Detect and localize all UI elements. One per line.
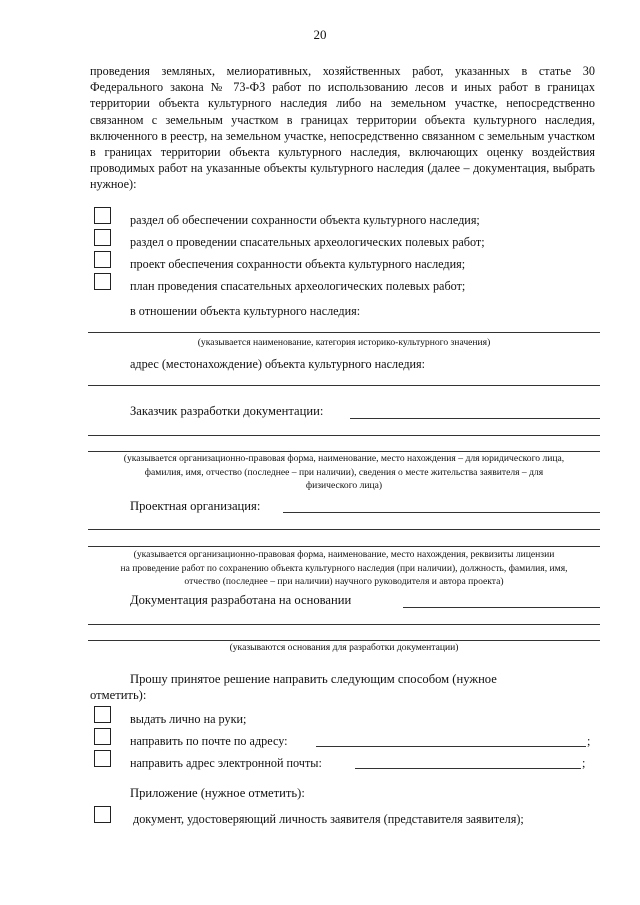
option-in-person: выдать лично на руки; xyxy=(130,712,247,726)
designer-note-line-1: (указывается организационно-правовая форма, наименование, место нахождения, реквизиты лицензии xyxy=(133,549,555,560)
address-input-line[interactable] xyxy=(88,385,600,386)
attachment-label: Приложение (нужное отметить): xyxy=(130,786,305,800)
customer-note-line-3: физического лица) xyxy=(305,480,383,491)
designer-note xyxy=(88,548,600,589)
checkbox-by-mail[interactable] xyxy=(94,728,111,745)
customer-input-line-2[interactable] xyxy=(88,435,600,436)
attachment-identity-document: документ, удостоверяющий личность заявителя (представителя заявителя); xyxy=(133,812,524,826)
checkbox-identity-document[interactable] xyxy=(94,806,111,823)
option-rescue-works-plan: план проведения спасательных археологических полевых работ; xyxy=(130,279,466,293)
option-safety-section: раздел об обеспечении сохранности объекта культурного наследия; xyxy=(130,213,480,227)
designer-note-line-3: отчество (последнее – при наличии) научного руководителя и автора проекта) xyxy=(184,576,504,587)
mail-end-mark: ; xyxy=(587,734,591,748)
checkbox-rescue-works-plan[interactable] xyxy=(94,273,111,290)
designer-note-line-2: на проведение работ по сохранению объекта культурного наследия (при наличии), должность, фамилия, имя, xyxy=(120,562,568,574)
mail-address-input-line[interactable] xyxy=(316,746,586,747)
option-by-email: направить адрес электронной почты: xyxy=(130,756,322,770)
checkbox-rescue-works-section[interactable] xyxy=(94,229,111,246)
object-label: в отношении объекта культурного наследия: xyxy=(130,304,361,318)
object-input-line[interactable] xyxy=(88,332,600,333)
basis-input-line-2[interactable] xyxy=(88,624,600,625)
page-number: 20 xyxy=(313,27,327,42)
customer-note-line-2: фамилия, имя, отчество (последнее – при наличии), сведения о месте жительства заявителя – для xyxy=(144,466,544,478)
option-rescue-works-section: раздел о проведении спасательных археологических полевых работ; xyxy=(130,235,485,249)
designer-input-line-1[interactable] xyxy=(283,512,600,513)
basis-label: Документация разработана на основании xyxy=(130,593,352,607)
checkbox-in-person[interactable] xyxy=(94,706,111,723)
customer-label: Заказчик разработки документации: xyxy=(130,404,324,418)
checkbox-safety-section[interactable] xyxy=(94,207,111,224)
basis-note: (указываются основания для разработки документации) xyxy=(229,642,459,653)
request-line-1: Прошу принятое решение направить следующим способом (нужное xyxy=(130,672,497,686)
customer-note xyxy=(88,452,600,493)
checkbox-safety-project[interactable] xyxy=(94,251,111,268)
address-label: адрес (местонахождение) объекта культурного наследия: xyxy=(130,357,426,371)
request-line-2: отметить): xyxy=(90,688,147,702)
designer-input-line-3[interactable] xyxy=(88,546,600,547)
option-by-mail: направить по почте по адресу: xyxy=(130,734,288,748)
designer-input-line-2[interactable] xyxy=(88,529,600,530)
customer-input-line-1[interactable] xyxy=(350,418,600,419)
option-safety-project: проект обеспечения сохранности объекта культурного наследия; xyxy=(130,257,466,271)
email-input-line[interactable] xyxy=(355,768,581,769)
object-note: (указывается наименование, категория историко-культурного значения) xyxy=(197,337,491,348)
email-end-mark: ; xyxy=(582,756,586,770)
customer-note-line-1: (указывается организационно-правовая форма, наименование, место нахождения – для юридического лица, xyxy=(123,453,565,464)
basis-input-line-1[interactable] xyxy=(403,607,600,608)
checkbox-by-email[interactable] xyxy=(94,750,111,767)
designer-label: Проектная организация: xyxy=(130,499,261,513)
intro-paragraph: проведения земляных, мелиоративных, хозяйственных работ, указанных в статье 30 Федерального закона № 73-ФЗ работ по использованию лесов и иных работ в границах территории объекта культурного наследия либо на земельном участке, непосредственно связанном с земельным участком в границах территории объекта культурного наследия, включенного в реестр, на земельном участке, непосредственно связанном с земельным участком в границах территории объекта культурного наследия, включающих оценку воздействия проводимых работ на указанные объекты культурного наследия (далее – документация, выбрать нужное): xyxy=(90,64,595,192)
